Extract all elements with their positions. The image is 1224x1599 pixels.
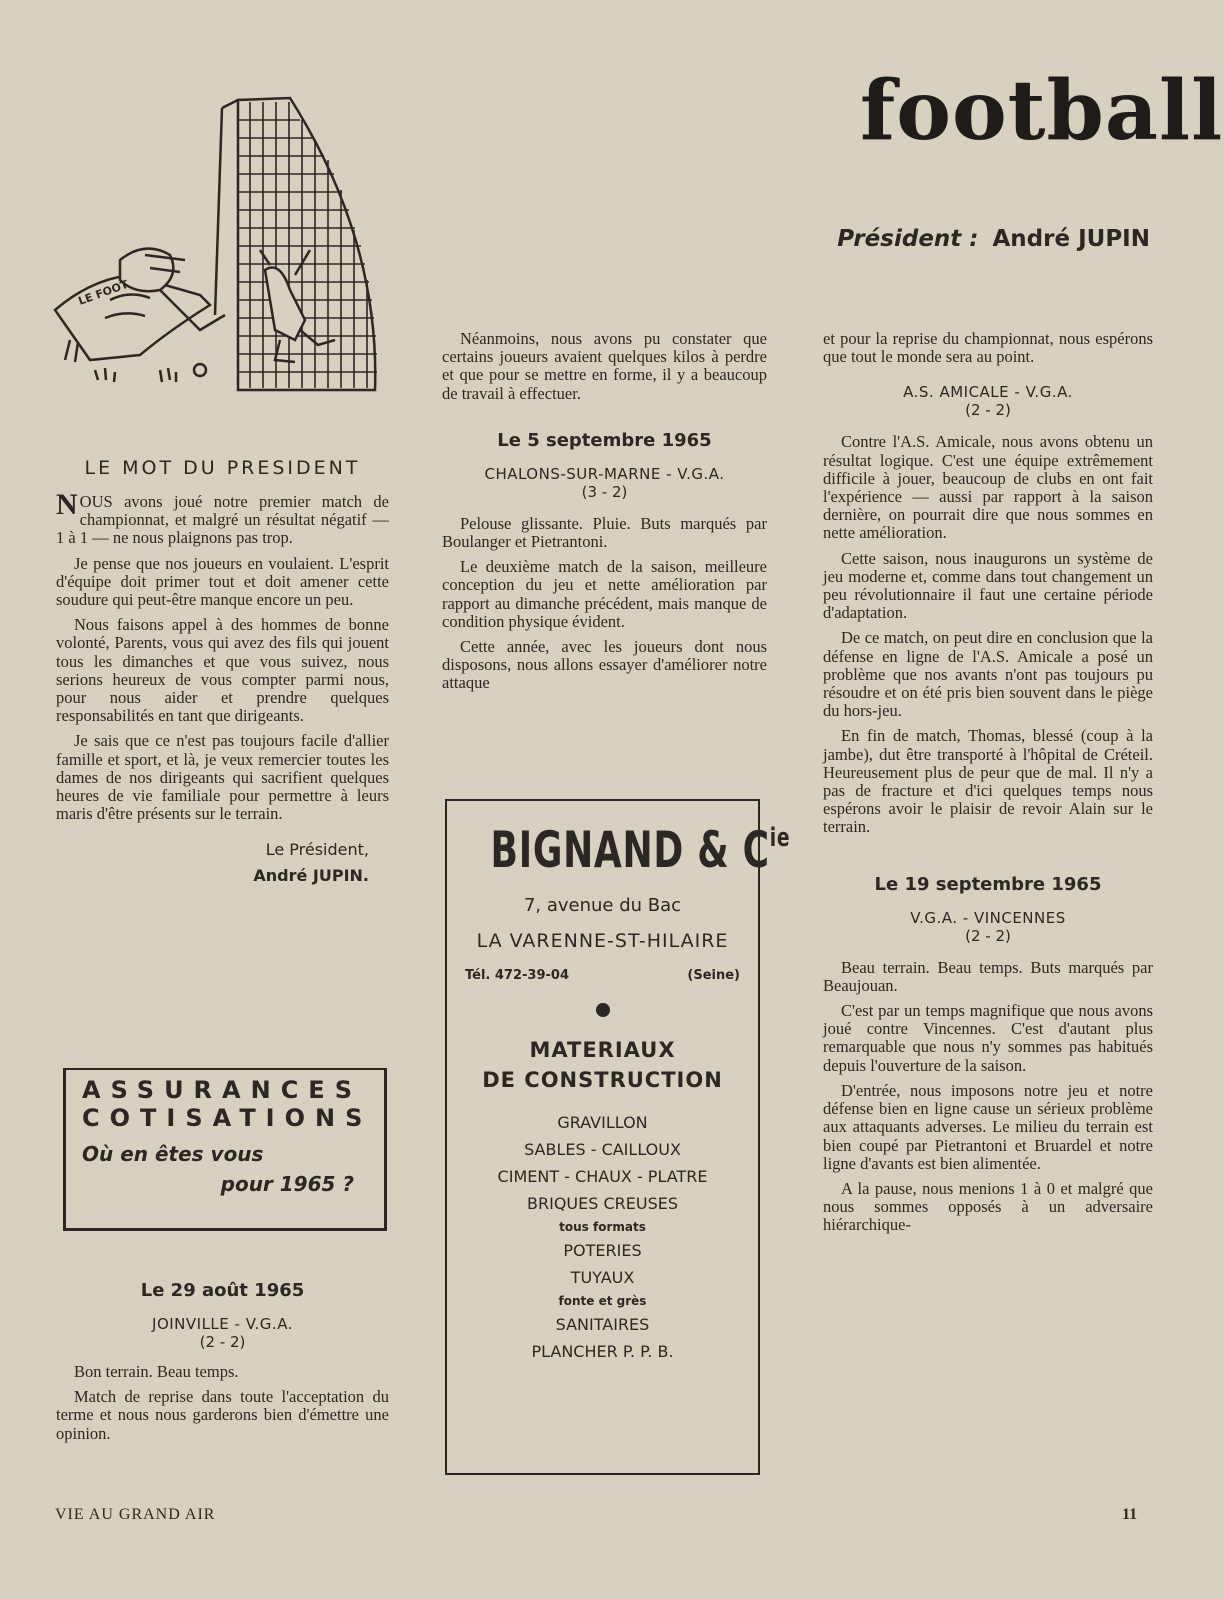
ad-item: CIMENT - CHAUX - PLATRE: [497, 1167, 708, 1186]
box-line-year: pour 1965 ?: [220, 1172, 354, 1196]
article-paragraph: Match de reprise dans toute l'acceptation du terme et nous nous garderons bien d'émettre une opinion.: [56, 1387, 389, 1443]
president-line: [760, 226, 1150, 252]
svg-text:LE FOOT: LE FOOT: [76, 277, 130, 308]
signature-name: André JUPIN.: [253, 866, 369, 886]
article-paragraph: et pour la reprise du championnat, nous espérons que tout le monde sera au point.: [823, 329, 1153, 367]
article-paragraph: Contre l'A.S. Amicale, nous avons obtenu un résultat logique. C'est une équipe extrêmement difficile à jouer, beaucoup de clubs en ont fait l'expérience — aussi par rapport à la saison dernière, on pourrait dire que nous sommes en nette amélioration.: [823, 432, 1153, 543]
column-1: [56, 457, 389, 889]
ad-item-note: fonte et grès: [558, 1294, 647, 1308]
article-paragraph: En fin de match, Thomas, blessé (coup à la jambe), dut être transporté à l'hôpital de Créteil. Heureusement plus de peur que de mal. Il n'y a pas de fracture et d'ici quelques temps nous espérons avoir le plaisir de revoir Alain sur le terrain.: [823, 726, 1153, 837]
box-line-assurances: ASSURANCES: [82, 1076, 362, 1104]
ad-city: LA VARENNE-ST-HILAIRE: [476, 930, 729, 952]
ad-product-list: [447, 1109, 758, 1365]
article-paragraph: C'est par un temps magnifique que nous avons joué contre Vincennes. C'est d'autant plus remarquable que nous n'y sommes pas habitués depuis l'ouverture de la saison.: [823, 1001, 1153, 1075]
president-label: Président :: [837, 226, 979, 252]
match-teams: V.G.A. - VINCENNES: [910, 908, 1066, 927]
page-number: 11: [1122, 1506, 1138, 1523]
publication-name: VIE AU GRAND AIR: [55, 1506, 216, 1523]
ad-item: SABLES - CAILLOUX: [524, 1140, 681, 1159]
article-paragraph: Néanmoins, nous avons pu constater que certains joueurs avaient quelques kilos à perdre et que pour se mettre en forme, il y a beaucoup de travail à effectuer.: [442, 329, 767, 403]
ad-heading: MATERIAUX DE CONSTRUCTION: [482, 1038, 723, 1092]
column-3: [823, 330, 1153, 1242]
signature-role: Le Président,: [265, 840, 369, 860]
bignand-advertisement: [445, 799, 791, 1475]
box-line-cotisations: COTISATIONS: [82, 1104, 373, 1132]
article-paragraph: Beau terrain. Beau temps. Buts marqués par Beaujouan.: [823, 957, 1153, 995]
ad-item: GRAVILLON: [557, 1113, 648, 1132]
goalkeeper-cartoon-illustration: [50, 90, 385, 395]
box-line-question: Où en êtes vous: [82, 1142, 264, 1166]
article-paragraph: D'entrée, nous imposons notre jeu et notre défense bien en ligne cause un sérieux problème aux attaquants adverses. Le milieu du terrain est bien coupé par Pietrantoni et Bruardel et notre ligne d'avants est bien alimentée.: [823, 1080, 1153, 1173]
article-paragraph: Le deuxième match de la saison, meilleure conception du jeu et nette amélioration par rapport au dimanche précédent, mais manque de condition physique évident.: [442, 557, 767, 631]
article-paragraph: Cette année, avec les joueurs dont nous disposons, nous allons essayer d'améliorer notre attaque: [442, 637, 767, 693]
ad-item: PLANCHER P. P. B.: [531, 1342, 674, 1361]
match-date: Le 29 août 1965: [140, 1280, 305, 1301]
article-paragraph: Je pense que nos joueurs en voulaient. L'esprit d'équipe doit primer tout et doit amener cette soudure qui peut-être manque encore un peu.: [56, 553, 389, 610]
match-teams: CHALONS-SUR-MARNE - V.G.A.: [484, 464, 725, 483]
article-paragraph: Cette saison, nous inaugurons un système de jeu moderne et, comme dans tout changement un peu révolutionnaire il faut une certaine période d'adaptation.: [823, 548, 1153, 623]
ad-brand: BIGNAND & $C^{ie}$: [490, 821, 791, 879]
column-2: [442, 330, 767, 700]
article-paragraph: Je sais que ce n'est pas toujours facile d'allier famille et sport, et là, je veux remercier toutes les dames de nos dirigeants qui sacrifient quelques heures de vie familiale pour permettre à leurs maris d'être présents sur le terrain.: [56, 731, 389, 824]
ad-item: SANITAIRES: [555, 1315, 650, 1334]
ad-item: TUYAUX: [570, 1268, 635, 1287]
match-date: Le 19 septembre 1965: [874, 873, 1102, 895]
match-score: (2 - 2): [965, 926, 1011, 945]
match-score: (3 - 2): [581, 482, 628, 501]
page-title: football: [860, 63, 1224, 159]
article-paragraph: A la pause, nous menions 1 à 0 et malgré que nous sommes opposés à un adversaire hiérarchique-: [823, 1178, 1153, 1235]
ad-bullet-dot: [596, 1003, 610, 1017]
ad-item: BRIQUES CREUSES: [527, 1194, 678, 1213]
drop-cap: N: [56, 488, 78, 521]
article-paragraph: NOUS avons joué notre premier match de championnat, et malgré un résultat négatif — 1 à 1 — ne nous plaignons pas trop.: [56, 488, 389, 548]
ad-item: POTERIES: [563, 1241, 642, 1260]
match-aug29: [56, 1280, 389, 1450]
article-paragraph: Bon terrain. Beau temps.: [74, 1362, 239, 1381]
ad-item-note: tous formats: [559, 1220, 646, 1234]
insurance-box: [63, 1068, 387, 1231]
signature: [56, 837, 369, 889]
match-score: (2 - 2): [199, 1333, 246, 1351]
article-paragraph: Pelouse glissante. Pluie. Buts marqués par Boulanger et Pietrantoni.: [442, 513, 767, 552]
match-teams: JOINVILLE - V.G.A.: [152, 1315, 293, 1333]
match-date: Le 5 septembre 1965: [497, 429, 712, 451]
article-paragraph: De ce match, on peut dire en conclusion que la défense en ligne de l'A.S. Amicale a posé un problème que nos avants n'ont pas toujours pu résoudre et on été pris bien souvent dans le piège du hors-jeu.: [823, 628, 1153, 721]
article-paragraph: Nous faisons appel à des hommes de bonne volonté, Parents, vous qui avez des fils qui jouent tous les dimanches et que vous suivez, nous serions heureux de vous compter parmi nous, pour nous aider et prendre quelques responsabilités en tant que dirigeants.: [56, 615, 389, 726]
president-name: André JUPIN: [992, 226, 1150, 252]
president-word-heading: LE MOT DU PRESIDENT: [84, 457, 361, 479]
ad-telephone: Tél. 472-39-04 (Seine): [465, 968, 740, 983]
match-teams: A.S. AMICALE - V.G.A.: [903, 383, 1073, 402]
ad-address: 7, avenue du Bac: [523, 895, 682, 916]
match-score: (2 - 2): [965, 401, 1011, 420]
